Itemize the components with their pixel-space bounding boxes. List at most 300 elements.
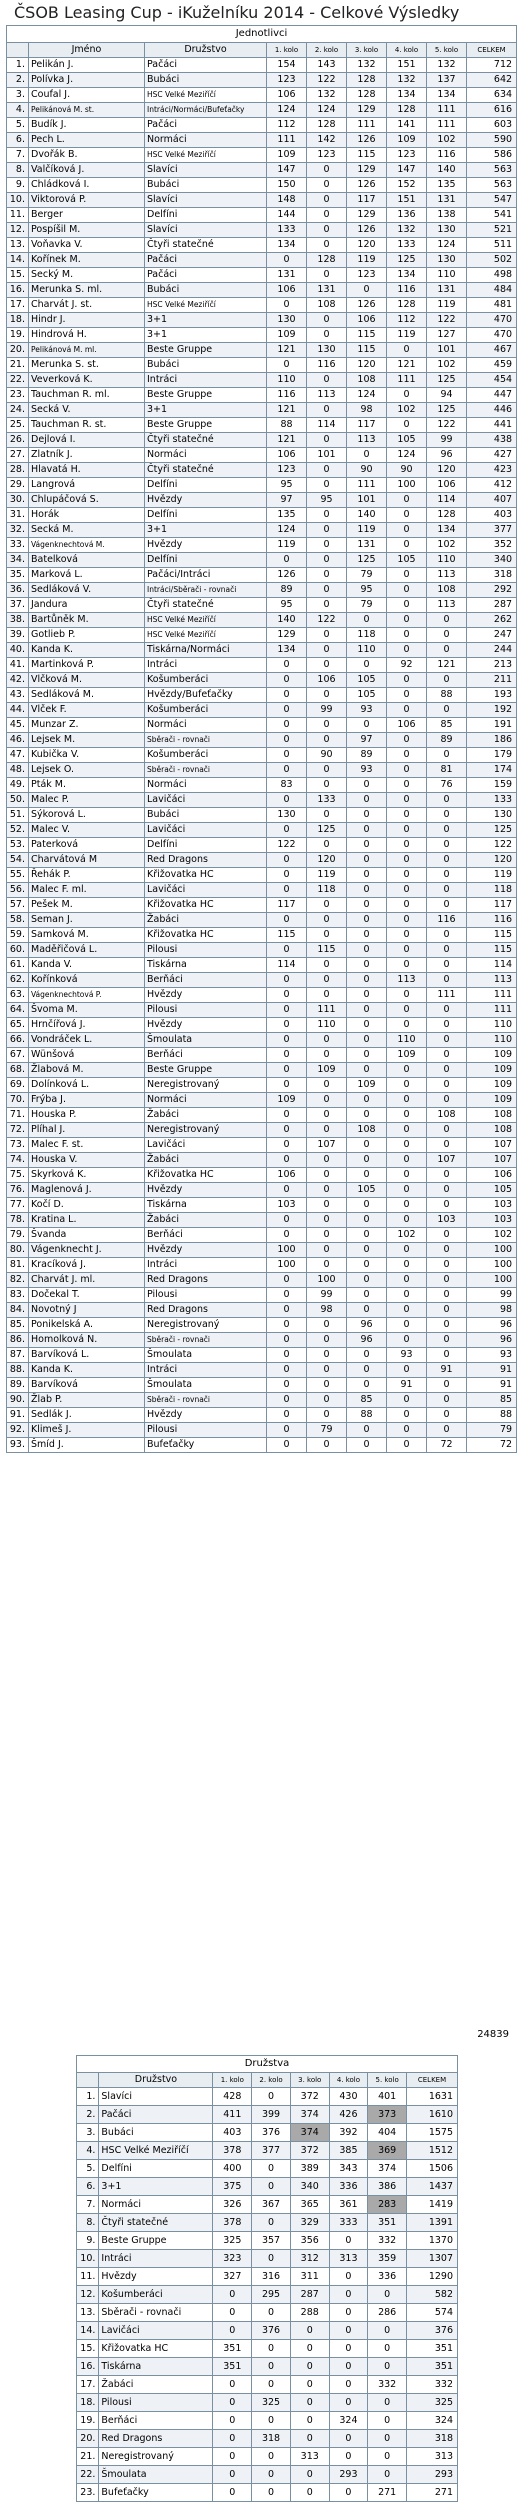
round1-cell: 114 xyxy=(267,958,307,973)
round2-cell: 376 xyxy=(252,2322,291,2340)
round3-cell: 0 xyxy=(347,913,387,928)
round1-cell: 0 xyxy=(267,853,307,868)
rank-cell: 24. xyxy=(7,403,29,418)
rank-cell: 19. xyxy=(7,328,29,343)
round2-cell: 0 xyxy=(307,733,347,748)
round1-cell: 124 xyxy=(267,103,307,118)
round5-cell: 108 xyxy=(427,1108,467,1123)
team-name-cell: Intráci xyxy=(99,2250,213,2268)
total-cell: 484 xyxy=(467,283,517,298)
name-cell: Pelikán J. xyxy=(29,58,145,73)
team-cell: Tiskárna xyxy=(145,958,267,973)
rank-cell: 52. xyxy=(7,823,29,838)
team-cell: Křižovatka HC xyxy=(145,928,267,943)
round5-cell: 0 xyxy=(427,613,467,628)
total-cell: 1290 xyxy=(406,2268,457,2286)
round4-cell: 0 xyxy=(387,1303,427,1318)
name-cell: Kanda K. xyxy=(29,643,145,658)
table-row xyxy=(7,1378,517,1393)
round2-cell: 142 xyxy=(307,133,347,148)
round4-cell: 134 xyxy=(387,268,427,283)
round3-cell: 115 xyxy=(347,148,387,163)
round3-cell: 0 xyxy=(347,658,387,673)
round3-cell: 0 xyxy=(347,1243,387,1258)
round3-cell: 0 xyxy=(290,2394,329,2412)
round2-cell: 0 xyxy=(307,913,347,928)
round5-cell: 119 xyxy=(427,298,467,313)
name-cell: Kanda V. xyxy=(29,958,145,973)
rank-cell: 56. xyxy=(7,883,29,898)
team-cell: Křižovatka HC xyxy=(145,1168,267,1183)
name-cell: Merunka S. st. xyxy=(29,358,145,373)
ind-header-0 xyxy=(7,43,29,58)
round2-cell: 0 xyxy=(307,583,347,598)
round3-cell: 0 xyxy=(347,868,387,883)
round2-cell: 107 xyxy=(307,1138,347,1153)
round1-cell: 121 xyxy=(267,433,307,448)
round3-cell: 0 xyxy=(347,613,387,628)
round5-cell: 0 xyxy=(427,748,467,763)
round5-cell: 0 xyxy=(427,1048,467,1063)
round4-cell: 0 xyxy=(387,928,427,943)
round5-cell: 373 xyxy=(368,2106,407,2124)
table-row xyxy=(7,1438,517,1453)
name-cell: Pešek M. xyxy=(29,898,145,913)
round4-cell: 109 xyxy=(387,1048,427,1063)
team-header-2: 1. kolo xyxy=(213,2073,252,2088)
table-row xyxy=(77,2160,458,2178)
round2-cell: 100 xyxy=(307,1273,347,1288)
round5-cell: 404 xyxy=(368,2124,407,2142)
table-row xyxy=(7,808,517,823)
total-cell: 351 xyxy=(406,2340,457,2358)
team-name-cell: 3+1 xyxy=(99,2178,213,2196)
team-cell: Lavičáci xyxy=(145,793,267,808)
round5-cell: 386 xyxy=(368,2178,407,2196)
round5-cell: 0 xyxy=(427,1273,467,1288)
round2-cell: 0 xyxy=(307,1318,347,1333)
round1-cell: 0 xyxy=(267,1033,307,1048)
round1-cell: 95 xyxy=(267,598,307,613)
round4-cell: 128 xyxy=(387,103,427,118)
round1-cell: 0 xyxy=(267,688,307,703)
round3-cell: 0 xyxy=(347,1438,387,1453)
round4-cell: 0 xyxy=(387,1318,427,1333)
name-cell: Malec F. ml. xyxy=(29,883,145,898)
total-cell: 159 xyxy=(467,778,517,793)
rank-cell: 84. xyxy=(7,1303,29,1318)
round2-cell: 0 xyxy=(307,1243,347,1258)
team-cell: Lavičáci xyxy=(145,823,267,838)
table-row xyxy=(7,1063,517,1078)
round2-cell: 114 xyxy=(307,418,347,433)
round5-cell: 116 xyxy=(427,913,467,928)
table-row xyxy=(77,2376,458,2394)
rank-cell: 72. xyxy=(7,1123,29,1138)
team-cell: 3+1 xyxy=(145,328,267,343)
rank-cell: 37. xyxy=(7,598,29,613)
round2-cell: 0 xyxy=(307,628,347,643)
name-cell: Polívka J. xyxy=(29,73,145,88)
round1-cell: 122 xyxy=(267,838,307,853)
round3-cell: 0 xyxy=(347,448,387,463)
round5-cell: 0 xyxy=(427,1063,467,1078)
rank-cell: 5. xyxy=(7,118,29,133)
round3-cell: 126 xyxy=(347,298,387,313)
rank-cell: 76. xyxy=(7,1183,29,1198)
round4-cell: 0 xyxy=(329,2394,368,2412)
name-cell: Barvíková xyxy=(29,1378,145,1393)
rank-cell: 43. xyxy=(7,688,29,703)
round1-cell: 0 xyxy=(267,763,307,778)
rank-cell: 48. xyxy=(7,763,29,778)
round5-cell: 110 xyxy=(427,553,467,568)
table-row xyxy=(7,478,517,493)
round4-cell: 0 xyxy=(387,538,427,553)
round2-cell: 122 xyxy=(307,613,347,628)
total-cell: 403 xyxy=(467,508,517,523)
round5-cell: 0 xyxy=(427,1423,467,1438)
team-cell: Slavíci xyxy=(145,163,267,178)
round3-cell: 0 xyxy=(347,898,387,913)
rank-cell: 25. xyxy=(7,418,29,433)
total-cell: 318 xyxy=(406,2430,457,2448)
round4-cell: 0 xyxy=(387,793,427,808)
round1-cell: 140 xyxy=(267,613,307,628)
table-row xyxy=(7,1243,517,1258)
table-row xyxy=(7,448,517,463)
round1-cell: 0 xyxy=(267,1303,307,1318)
round5-cell: 138 xyxy=(427,208,467,223)
total-cell: 467 xyxy=(467,343,517,358)
round4-cell: 0 xyxy=(329,2448,368,2466)
team-cell: Normáci xyxy=(145,133,267,148)
round3-cell: 101 xyxy=(347,493,387,508)
round3-cell: 95 xyxy=(347,583,387,598)
name-cell: Paterková xyxy=(29,838,145,853)
name-cell: Martinková P. xyxy=(29,658,145,673)
total-cell: 352 xyxy=(467,538,517,553)
round2-cell: 325 xyxy=(252,2394,291,2412)
round5-cell: 125 xyxy=(427,403,467,418)
round3-cell: 0 xyxy=(347,1348,387,1363)
round3-cell: 0 xyxy=(290,2340,329,2358)
round5-cell: 131 xyxy=(427,283,467,298)
team-cell: Lavičáci xyxy=(145,1138,267,1153)
round4-cell: 0 xyxy=(387,733,427,748)
round4-cell: 112 xyxy=(387,313,427,328)
team-cell: Žabáci xyxy=(145,1153,267,1168)
round2-cell: 0 xyxy=(307,433,347,448)
rank-cell: 62. xyxy=(7,973,29,988)
round3-cell: 126 xyxy=(347,178,387,193)
round3-cell: 79 xyxy=(347,568,387,583)
team-name-cell: Bufeťačky xyxy=(99,2484,213,2502)
team-cell: Pilousi xyxy=(145,1288,267,1303)
round1-cell: 97 xyxy=(267,493,307,508)
round5-cell: 0 xyxy=(427,973,467,988)
round3-cell: 0 xyxy=(347,1378,387,1393)
total-cell: 481 xyxy=(467,298,517,313)
name-cell: Kubička V. xyxy=(29,748,145,763)
round5-cell: 91 xyxy=(427,1363,467,1378)
round1-cell: 0 xyxy=(267,1408,307,1423)
round2-cell: 0 xyxy=(307,478,347,493)
round1-cell: 0 xyxy=(267,298,307,313)
table-row xyxy=(7,1273,517,1288)
round2-cell: 125 xyxy=(307,823,347,838)
round5-cell: 0 xyxy=(427,1258,467,1273)
total-cell: 247 xyxy=(467,628,517,643)
name-cell: Lejsek M. xyxy=(29,733,145,748)
round2-cell: 0 xyxy=(307,1378,347,1393)
total-cell: 114 xyxy=(467,958,517,973)
round2-cell: 0 xyxy=(307,973,347,988)
team-cell: Pačáci/Intráci xyxy=(145,568,267,583)
round1-cell: 150 xyxy=(267,178,307,193)
round1-cell: 88 xyxy=(267,418,307,433)
round4-cell: 134 xyxy=(387,88,427,103)
round4-cell: 151 xyxy=(387,193,427,208)
name-cell: Coufal J. xyxy=(29,88,145,103)
round4-cell: 0 xyxy=(387,1183,427,1198)
round3-cell: 0 xyxy=(347,1018,387,1033)
round3-cell: 113 xyxy=(347,433,387,448)
round4-cell: 0 xyxy=(387,1393,427,1408)
round5-cell: 332 xyxy=(368,2376,407,2394)
rank-cell: 14. xyxy=(77,2322,99,2340)
total-cell: 120 xyxy=(467,853,517,868)
round2-cell: 0 xyxy=(252,2484,291,2502)
rank-cell: 31. xyxy=(7,508,29,523)
team-cell: Beste Gruppe xyxy=(145,343,267,358)
total-cell: 107 xyxy=(467,1138,517,1153)
round2-cell: 0 xyxy=(252,2304,291,2322)
name-cell: Frýba J. xyxy=(29,1093,145,1108)
table-row xyxy=(77,2088,458,2106)
name-cell: Pospíšil M. xyxy=(29,223,145,238)
rank-cell: 5. xyxy=(77,2160,99,2178)
total-cell: 423 xyxy=(467,463,517,478)
round2-cell: 0 xyxy=(307,598,347,613)
name-cell: Hindr J. xyxy=(29,313,145,328)
table-row xyxy=(7,1333,517,1348)
round1-cell: 112 xyxy=(267,118,307,133)
round2-cell: 0 xyxy=(307,1108,347,1123)
rank-cell: 7. xyxy=(77,2196,99,2214)
individual-section-title: Jednotlivci xyxy=(7,26,517,43)
name-cell: Hindrová H. xyxy=(29,328,145,343)
round4-cell: 0 xyxy=(329,2340,368,2358)
rank-cell: 42. xyxy=(7,673,29,688)
total-cell: 109 xyxy=(467,1078,517,1093)
round2-cell: 0 xyxy=(307,778,347,793)
team-cell: HSC Velké Meziříčí xyxy=(145,148,267,163)
round3-cell: 0 xyxy=(347,883,387,898)
total-cell: 332 xyxy=(406,2376,457,2394)
table-row xyxy=(77,2430,458,2448)
round4-cell: 124 xyxy=(387,448,427,463)
team-header-4: 3. kolo xyxy=(290,2073,329,2088)
table-row xyxy=(7,583,517,598)
round5-cell: 103 xyxy=(427,1213,467,1228)
ind-header-7: 5. kolo xyxy=(427,43,467,58)
table-row xyxy=(7,643,517,658)
round4-cell: 0 xyxy=(387,1063,427,1078)
round4-cell: 0 xyxy=(387,913,427,928)
round4-cell: 313 xyxy=(329,2250,368,2268)
total-cell: 590 xyxy=(467,133,517,148)
round2-cell: 0 xyxy=(252,2250,291,2268)
rank-cell: 53. xyxy=(7,838,29,853)
total-cell: 115 xyxy=(467,928,517,943)
team-cell: Bufeťačky xyxy=(145,1438,267,1453)
team-cell: HSC Velké Meziříčí xyxy=(145,88,267,103)
round2-cell: 0 xyxy=(307,313,347,328)
total-cell: 454 xyxy=(467,373,517,388)
round1-cell: 0 xyxy=(267,973,307,988)
team-cell: Slavíci xyxy=(145,193,267,208)
round2-cell: 0 xyxy=(307,1228,347,1243)
team-cell: Sběrači - rovnači xyxy=(145,1393,267,1408)
round3-cell: 0 xyxy=(347,928,387,943)
name-cell: Marková L. xyxy=(29,568,145,583)
rank-cell: 9. xyxy=(77,2232,99,2250)
rank-cell: 21. xyxy=(77,2448,99,2466)
round3-cell: 118 xyxy=(347,628,387,643)
rank-cell: 68. xyxy=(7,1063,29,1078)
rank-cell: 49. xyxy=(7,778,29,793)
rank-cell: 50. xyxy=(7,793,29,808)
round5-cell: 96 xyxy=(427,448,467,463)
round4-cell: 0 xyxy=(387,1018,427,1033)
rank-cell: 36. xyxy=(7,583,29,598)
name-cell: Kanda K. xyxy=(29,1363,145,1378)
round4-cell: 343 xyxy=(329,2160,368,2178)
total-cell: 1419 xyxy=(406,2196,457,2214)
total-cell: 271 xyxy=(406,2484,457,2502)
round4-cell: 152 xyxy=(387,178,427,193)
team-cell: HSC Velké Meziříčí xyxy=(145,628,267,643)
round4-cell: 141 xyxy=(387,118,427,133)
table-row xyxy=(77,2304,458,2322)
round1-cell: 0 xyxy=(267,868,307,883)
round5-cell: 72 xyxy=(427,1438,467,1453)
round5-cell: 137 xyxy=(427,73,467,88)
team-cell: Čtyři statečné xyxy=(145,433,267,448)
total-cell: 1610 xyxy=(406,2106,457,2124)
round5-cell: 81 xyxy=(427,763,467,778)
round5-cell: 0 xyxy=(368,2394,407,2412)
rank-cell: 34. xyxy=(7,553,29,568)
round3-cell: 0 xyxy=(347,1273,387,1288)
round2-cell: 0 xyxy=(307,1093,347,1108)
round3-cell: 0 xyxy=(347,1228,387,1243)
total-cell: 96 xyxy=(467,1318,517,1333)
round2-cell: 0 xyxy=(307,1348,347,1363)
round3-cell: 93 xyxy=(347,703,387,718)
round1-cell: 106 xyxy=(267,283,307,298)
team-cell: Pačáci xyxy=(145,118,267,133)
round5-cell: 0 xyxy=(427,793,467,808)
round1-cell: 134 xyxy=(267,238,307,253)
ind-header-4: 2. kolo xyxy=(307,43,347,58)
table-row xyxy=(7,388,517,403)
round2-cell: 0 xyxy=(307,958,347,973)
round4-cell: 0 xyxy=(329,2376,368,2394)
round5-cell: 125 xyxy=(427,373,467,388)
round2-cell: 0 xyxy=(307,1168,347,1183)
name-cell: Skyrková K. xyxy=(29,1168,145,1183)
total-cell: 324 xyxy=(406,2412,457,2430)
round1-cell: 135 xyxy=(267,508,307,523)
name-cell: Kočí D. xyxy=(29,1198,145,1213)
rank-cell: 19. xyxy=(77,2412,99,2430)
team-cell: Čtyři statečné xyxy=(145,463,267,478)
round2-cell: 0 xyxy=(307,1153,347,1168)
grand-total: 24839 xyxy=(477,2029,509,2040)
round2-cell: 399 xyxy=(252,2106,291,2124)
rank-cell: 2. xyxy=(7,73,29,88)
name-cell: Merunka S. ml. xyxy=(29,283,145,298)
rank-cell: 44. xyxy=(7,703,29,718)
round4-cell: 0 xyxy=(387,703,427,718)
name-cell: Lejsek O. xyxy=(29,763,145,778)
round2-cell: 133 xyxy=(307,793,347,808)
table-row xyxy=(7,538,517,553)
table-row xyxy=(7,928,517,943)
round5-cell: 0 xyxy=(427,958,467,973)
name-cell: Švanda xyxy=(29,1228,145,1243)
round2-cell: 101 xyxy=(307,448,347,463)
rank-cell: 59. xyxy=(7,928,29,943)
team-cell: Košumberáci xyxy=(145,748,267,763)
team-cell: Berňáci xyxy=(145,1048,267,1063)
table-row xyxy=(7,1168,517,1183)
table-row xyxy=(7,1123,517,1138)
rank-cell: 79. xyxy=(7,1228,29,1243)
round4-cell: 123 xyxy=(387,148,427,163)
table-row xyxy=(7,358,517,373)
round1-cell: 0 xyxy=(267,703,307,718)
team-cell: Normáci xyxy=(145,718,267,733)
table-row xyxy=(7,1348,517,1363)
round3-cell: 97 xyxy=(347,733,387,748)
round5-cell: 0 xyxy=(427,703,467,718)
round1-cell: 0 xyxy=(213,2448,252,2466)
round4-cell: 121 xyxy=(387,358,427,373)
round5-cell: 130 xyxy=(427,253,467,268)
team-name-cell: Bubáci xyxy=(99,2124,213,2142)
round2-cell: 113 xyxy=(307,388,347,403)
round3-cell: 0 xyxy=(347,778,387,793)
round2-cell: 0 xyxy=(252,2358,291,2376)
round4-cell: 0 xyxy=(387,1138,427,1153)
team-cell: Beste Gruppe xyxy=(145,388,267,403)
round2-cell: 90 xyxy=(307,748,347,763)
total-cell: 96 xyxy=(467,1333,517,1348)
round5-cell: 0 xyxy=(427,898,467,913)
table-row xyxy=(77,2178,458,2196)
rank-cell: 3. xyxy=(77,2124,99,2142)
round2-cell: 0 xyxy=(307,568,347,583)
rank-cell: 91. xyxy=(7,1408,29,1423)
round2-cell: 0 xyxy=(307,1123,347,1138)
round3-cell: 0 xyxy=(290,2358,329,2376)
rank-cell: 6. xyxy=(77,2178,99,2196)
total-cell: 377 xyxy=(467,523,517,538)
round5-cell: 102 xyxy=(427,133,467,148)
